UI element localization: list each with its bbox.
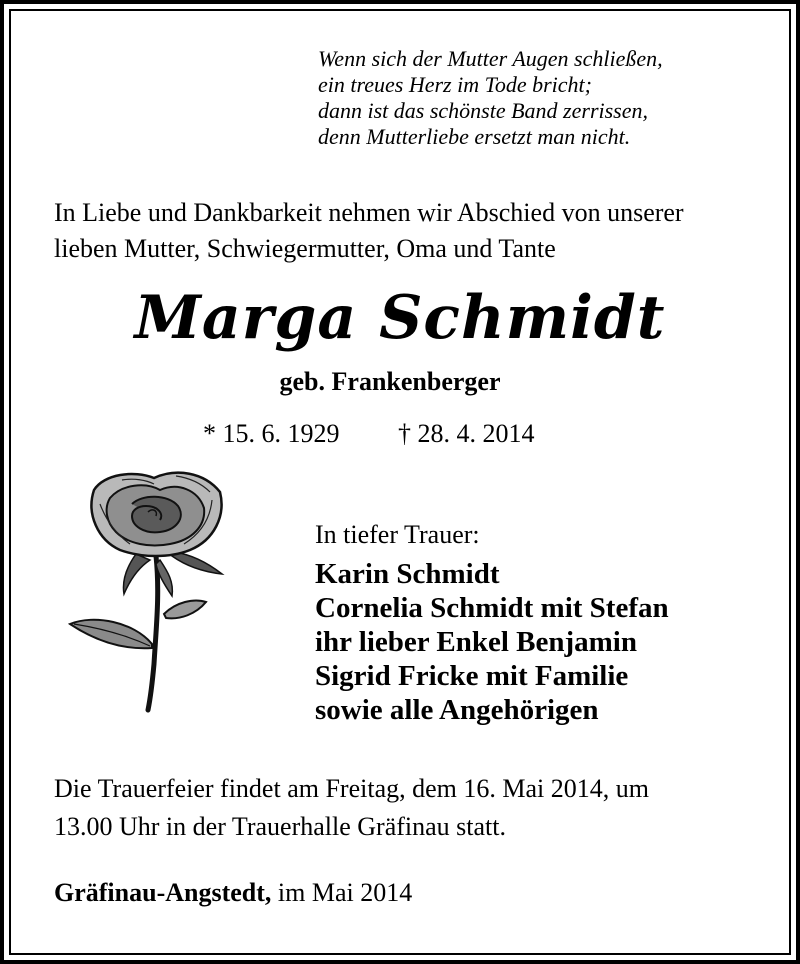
closing-place: Gräfinau-Angstedt, (54, 878, 272, 907)
closing-date: im Mai 2014 (277, 878, 413, 907)
birth-date: * 15. 6. 1929 (203, 419, 340, 448)
mourners-list (315, 557, 669, 727)
mourner-item: ihr lieber Enkel Benjamin (315, 626, 637, 658)
memorial-poem: Wenn sich der Mutter Augen schließen, ein treues Herz im Tode bricht; dann ist das schönste Band zerrissen, denn Mutterliebe ersetzt man nicht. (318, 46, 663, 149)
intro-text: In Liebe und Dankbarkeit nehmen wir Abschied von unserer lieben Mutter, Schwiegermutter, Oma und Tante (54, 198, 684, 263)
mourner-item: Cornelia Schmidt mit Stefan (315, 592, 669, 624)
deceased-name: Marga Schmidt (134, 283, 666, 353)
rose-icon (64, 464, 234, 714)
mourning-label: In tiefer Trauer: (315, 520, 480, 549)
mourner-item: Karin Schmidt (315, 558, 500, 590)
life-dates (203, 418, 535, 450)
mourner-item: sowie alle Angehörigen (315, 694, 599, 726)
mourner-item: Sigrid Fricke mit Familie (315, 660, 629, 692)
funeral-service-text: Die Trauerfeier findet am Freitag, dem 16. Mai 2014, um 13.00 Uhr in der Trauerhalle Gräfinau statt. (54, 774, 649, 841)
place-and-date (54, 876, 412, 910)
death-date: † 28. 4. 2014 (398, 419, 535, 448)
maiden-name: geb. Frankenberger (279, 367, 501, 396)
